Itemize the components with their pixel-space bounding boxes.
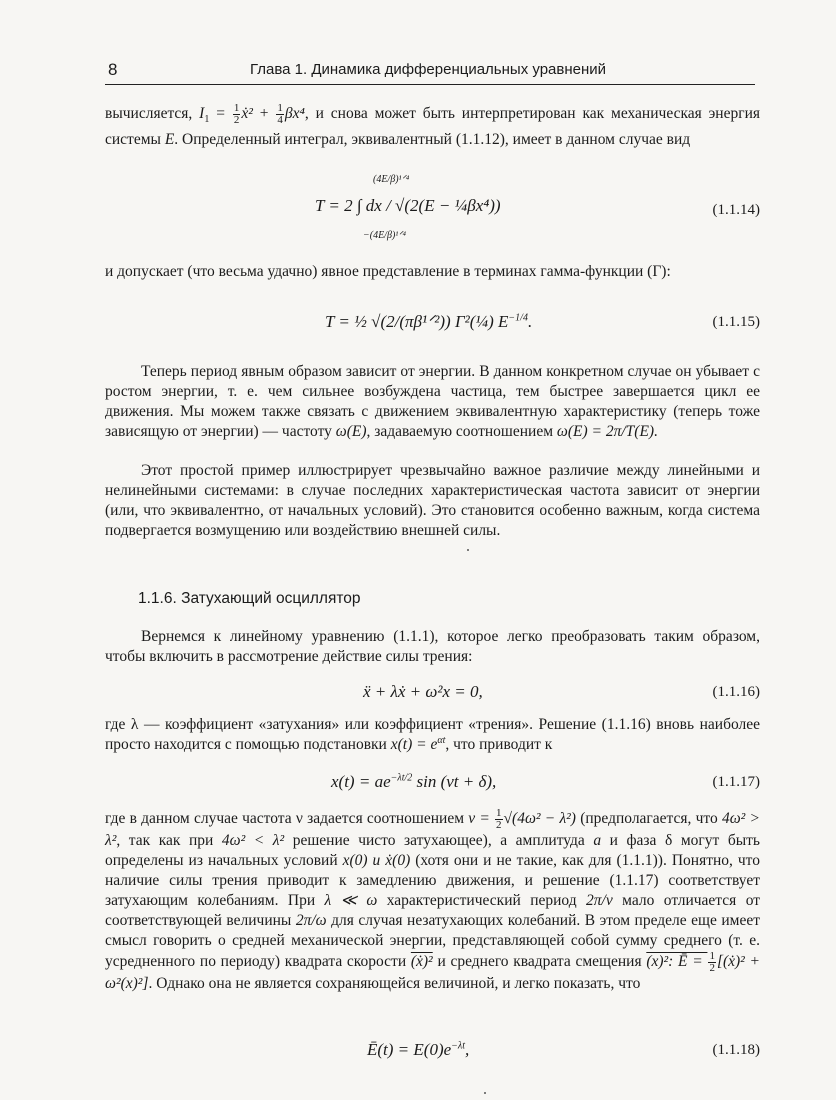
equation-1-1-18: Ē(t) = $E(0)e^{-\lambda t}$, (1.1.18) xyxy=(367,1040,760,1059)
paragraph-period-energy: Теперь период явным образом зависит от энергии. В данном конкретном случае он убывает с ростом энергии, т. е. чем сильнее возбуждена частица, тем быстрее завершается цикл ее движения. Мы можем также связать с движением эквивалентную характеристику (теперь тоже зависящую от энергии) — частоту ω(E), задаваемую соотношением ω(E) = 2π/T(E). xyxy=(105,363,760,440)
equation-1-1-17: $x(t) = ae^{-\lambda t/2}$ sin (νt + δ), (1.1.17) xyxy=(331,772,760,791)
paragraph-gamma: и допускает (что весьма удачно) явное представление в терминах гамма-функции (Γ): xyxy=(105,263,671,280)
paragraph-linear-eq: Вернемся к линейному уравнению (1.1.1), которое легко преобразовать таким образом, чтобы включить в рассмотрение действие силы трения: xyxy=(105,628,760,665)
paragraph-nonlinear: Этот простой пример иллюстрирует чрезвычайно важное различие между линейными и нелинейными системами: в случае последних характеристическая частота зависит от энергии (или, что эквивалентно, от начальных условий). Это становится особенно важным, когда система подвергается возмущению или воздействию внешней силы. xyxy=(105,462,760,539)
print-speck xyxy=(484,1092,486,1094)
paragraph-damped-oscillations: где в данном случае частота ν задается соотношением ν = $\frac{1}{2}$ √(4ω² − λ²) (предполагается, что 4ω² > λ², так как при 4ω² < λ² решение чисто затухающее), а амплитуда a и фаза δ могут быть определены из начальных условий x(0) и ẋ(0) (хотя они и не такие, как для (1.1.1)). Понятно, что наличие силы трения приводит к замедлению движения, и решение (1.1.17) соответствует затухающим колебаниям. При λ ≪ ω характеристический период 2π/ν мало отличается от соответствующей величины 2π/ω для случая незатухающих колебаний. В этом пределе еще имеет смысл говорить о средней механической энергии, представляющей собой сумму среднего (т. е. усредненного по периоду) квадрата скорости (ẋ)² и среднего квадрата смещения (x)²: Ē = $\frac{1}{2}$ [(ẋ)² + ω²(x)²]. Однако она не является сохраняющейся величиной, и легко показать, что xyxy=(105,807,761,992)
paragraph-substitution: где λ — коэффициент «затухания» или коэффициент «трения». Решение (1.1.16) вновь наиболее просто находится с помощью подстановки $x(t) = e^{\alpha t}$, что приводит к xyxy=(105,716,760,753)
equation-number: (1.1.18) xyxy=(712,1042,760,1058)
equation-number: (1.1.16) xyxy=(712,684,760,700)
chapter-title: Глава 1. Динамика дифференциальных уравнений xyxy=(250,61,607,78)
equation-1-1-14: (4E/β)¹ᐟ⁴ T = 2 ∫ dx / √(2(E − ¼βx⁴)) −(4E/β)¹ᐟ⁴ (1.1.14) xyxy=(315,174,760,241)
section-heading: 1.1.6. Затухающий осциллятор xyxy=(138,590,361,607)
equation-number: (1.1.17) xyxy=(712,774,760,790)
equation-number: (1.1.14) xyxy=(712,202,760,218)
equation-1-1-15: T = ½ √(2/(πβ¹ᐟ²)) Γ²(¼) $E^{-1/4}$. (1.1.15) xyxy=(325,312,760,331)
page-number: 8 xyxy=(108,60,118,79)
paragraph-energy-integral: вычисляется, $I_1$ = $\frac{1}{2}$ ẋ² + $\frac{1}{4}$ βx⁴, и снова может быть интерпретирован как механическая энергия системы E. Определенный интеграл, эквивалентный (1.1.12), имеет в данном случае вид xyxy=(105,102,761,149)
equation-1-1-16: ẍ + λẋ + ω²x = 0, (1.1.16) xyxy=(363,682,760,701)
print-speck xyxy=(467,549,469,551)
equation-number: (1.1.15) xyxy=(712,314,760,330)
page-header xyxy=(105,58,755,85)
